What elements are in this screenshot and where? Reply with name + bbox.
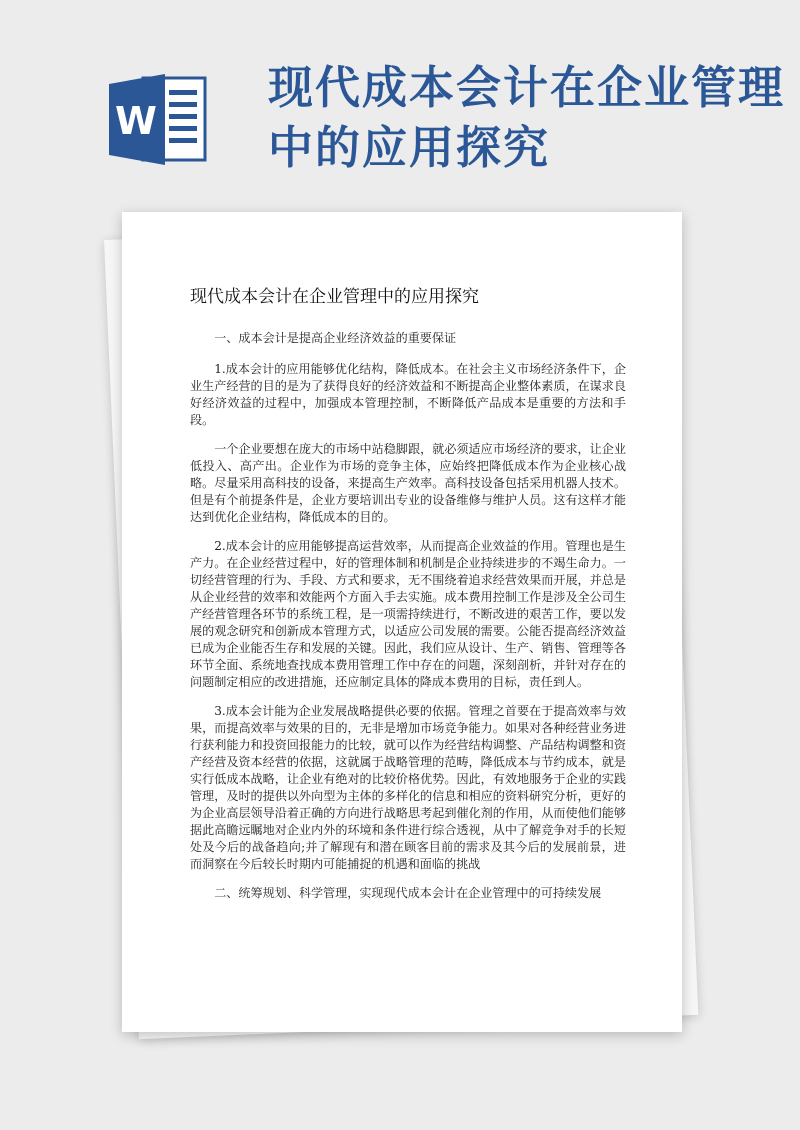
word-document-icon <box>105 72 215 167</box>
paragraph-3: 2.成本会计的应用能够提高运营效率，从而提高企业效益的作用。管理也是生产力。在企业经营过程中，好的管理体制和机制是企业持续进步的不竭生命力。一切经营管理的行为、手段、方式和要求，无不围绕着追求经营效果而开展，并总是从企业经营的效率和效能两个方面入手去实施。成本费用控制工作是涉及全公司生产经营管理各环节的系统工程，是一项需持续进行，不断改进的艰苦工作，要以发展的观念研究和创新成本管理方式，以适应公司发展的需要。公能否提高经济效益已成为企业能否生存和发展的关键。因此，我们应从设计、生产、销售、管理等各环节全面、系统地查找成本费用管理工作中存在的问题，深刻剖析，并针对存在的问题制定相应的改进措施，还应制定具体的降成本费用的目标，责任到人。 <box>190 539 626 689</box>
paragraph-1: 1.成本会计的应用能够优化结构，降低成本。在社会主义市场经济条件下，企业生产经营的目的是为了获得良好的经济效益和不断提高企业整体素质，在谋求良好经济效益的过程中，加强成本管理控制，不断降低产品成本是重要的方法和手段。 <box>190 362 626 427</box>
document-page <box>122 212 682 1032</box>
document-body <box>190 330 626 916</box>
header-title: 现代成本会计在企业管理中的应用探究 <box>268 61 786 174</box>
document-title: 现代成本会计在企业管理中的应用探究 <box>190 287 479 307</box>
section-heading-1: 一、成本会计是提高企业经济效益的重要保证 <box>214 331 457 345</box>
word-icon-letter: W <box>115 99 157 143</box>
section-heading-2: 二、统筹规划、科学管理，实现现代成本会计在企业管理中的可持续发展 <box>214 886 602 900</box>
paragraph-4: 3.成本会计能为企业发展战略提供必要的依据。管理之首要在于提高效率与效果，而提高效率与效果的目的，无非是增加市场竞争能力。如果对各种经营业务进行获利能力和投资回报能力的比较，就可以作为经营结构调整、产品结构调整和资产经营及资本经营的依据，这就属于战略管理的范畴，降低成本与节约成本，就是实行低成本战略，让企业有绝对的比较价格优势。因此，有效地服务于企业的实践管理，及时的提供以外向型为主体的多样化的信息和相应的资料研究分析，更好的为企业高层领导沿着正确的方向进行战略思考起到催化剂的作用，从而使他们能够据此高瞻远瞩地对企业内外的环境和条件进行综合透视，从中了解竞争对手的长短处及今后的战备趋向;并了解现有和潜在顾客目前的需求及其今后的发展前景，进而洞察在今后较长时期内可能捕捉的机遇和面临的挑战 <box>190 704 626 871</box>
paragraph-2: 一个企业要想在庞大的市场中站稳脚跟，就必须适应市场经济的要求，让企业低投入、高产出。企业作为市场的竞争主体，应始终把降低成本作为企业核心战略。尽量采用高科技的设备，来提高生产效率。高科技设备包括采用机器人技术。但是有个前提条件是，企业方要培训出专业的设备维修与维护人员。这有这样才能达到优化企业结构，降低成本的目的。 <box>190 442 626 524</box>
